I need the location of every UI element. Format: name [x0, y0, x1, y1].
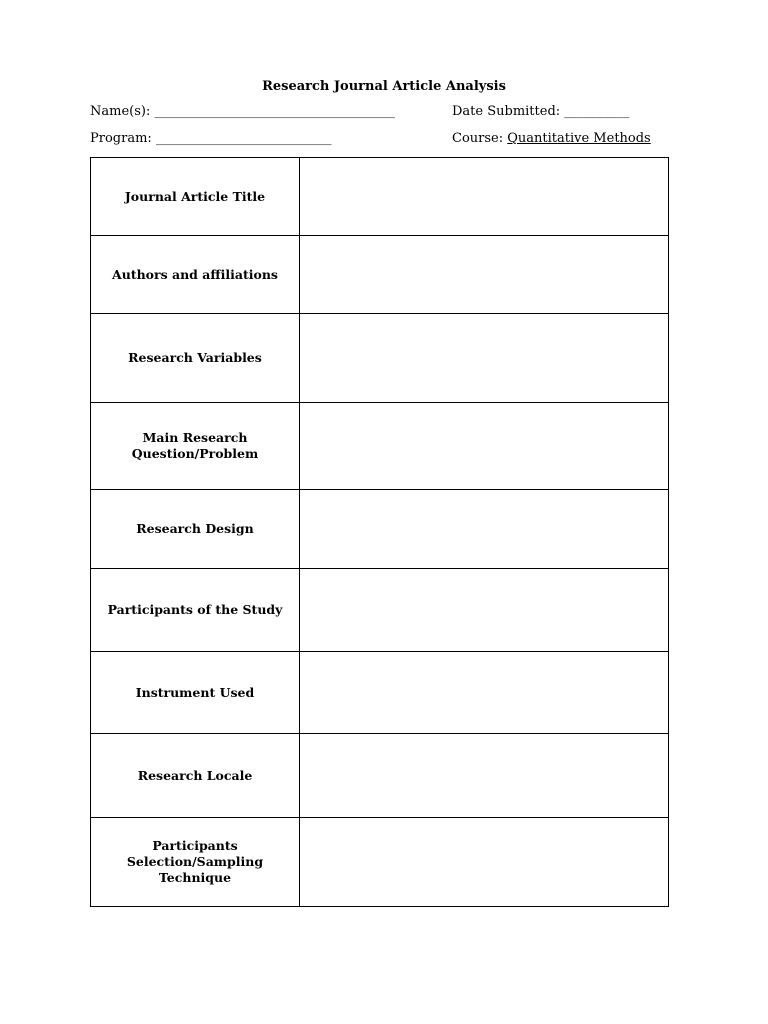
row-label-participants-of-study: Participants of the Study [91, 569, 300, 652]
row-label-authors-affiliations: Authors and affiliations [91, 236, 300, 314]
table-row [91, 569, 669, 652]
row-answer-authors-affiliations[interactable] [300, 236, 669, 314]
table-row [91, 236, 669, 314]
date-submitted-label: Date Submitted: [452, 104, 561, 119]
analysis-table [90, 157, 669, 907]
course-value: Quantitative Methods [507, 131, 651, 146]
row-answer-research-locale[interactable] [300, 734, 669, 818]
row-answer-sampling-technique[interactable] [300, 818, 669, 907]
row-answer-research-design[interactable] [300, 490, 669, 569]
table-row [91, 403, 669, 490]
row-label-research-design: Research Design [91, 490, 300, 569]
names-label: Name(s): [90, 104, 151, 119]
row-label-instrument-used: Instrument Used [91, 652, 300, 734]
table-row [91, 314, 669, 403]
program-blank[interactable]: ___________________________ [155, 131, 332, 146]
names-field[interactable] [90, 103, 395, 121]
row-label-main-research-question: Main Research Question/Problem [91, 403, 300, 490]
row-answer-participants-of-study[interactable] [300, 569, 669, 652]
row-label-research-locale: Research Locale [91, 734, 300, 818]
document-title: Research Journal Article Analysis [262, 79, 506, 94]
program-field[interactable] [90, 130, 331, 148]
row-answer-main-research-question[interactable] [300, 403, 669, 490]
date-submitted-blank[interactable]: __________ [564, 104, 630, 119]
table-row [91, 734, 669, 818]
program-label: Program: [90, 131, 152, 146]
course-field [452, 130, 651, 148]
date-submitted-field[interactable] [452, 103, 629, 121]
row-label-journal-article-title: Journal Article Title [91, 158, 300, 236]
row-answer-journal-article-title[interactable] [300, 158, 669, 236]
table-row [91, 158, 669, 236]
row-answer-research-variables[interactable] [300, 314, 669, 403]
table-row [91, 490, 669, 569]
row-label-research-variables: Research Variables [91, 314, 300, 403]
row-label-sampling-technique: Participants Selection/Sampling Technique [91, 818, 300, 907]
names-blank[interactable]: _____________________________________ [154, 104, 395, 119]
row-answer-instrument-used[interactable] [300, 652, 669, 734]
table-row [91, 818, 669, 907]
table-row [91, 652, 669, 734]
course-label: Course: [452, 131, 504, 146]
